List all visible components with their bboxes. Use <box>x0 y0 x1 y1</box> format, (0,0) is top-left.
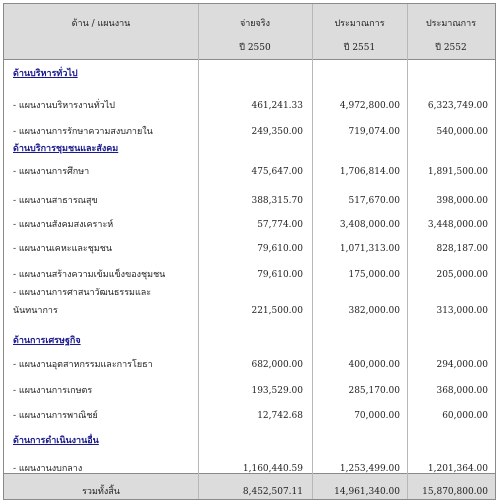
value-2550: 193,529.00 <box>251 386 303 396</box>
total-2551: 14,961,340.00 <box>334 487 400 497</box>
value-2550: 79,610.00 <box>257 270 303 280</box>
value-2550: 1,160,440.59 <box>242 464 303 474</box>
value-2550: 57,774.00 <box>257 220 303 230</box>
value-2552: 368,000.00 <box>436 386 488 396</box>
plan-label: - แผนงานการศาสนาวัฒนธรรมและ <box>13 288 152 298</box>
value-2552: 313,000.00 <box>436 306 488 316</box>
total-2550: 8,452,507.11 <box>242 487 303 497</box>
plan-label: - แผนงานอุตสาหกรรมและการโยธา <box>13 360 153 370</box>
value-2552: 205,000.00 <box>436 270 488 280</box>
value-2550: 249,350.00 <box>251 127 303 137</box>
total-2552: 15,870,800.00 <box>422 487 488 497</box>
header-2551-year: ปี 2551 <box>343 43 376 53</box>
header-2550-title: จ่ายจริง <box>239 19 271 29</box>
value-2551: 4,972,800.00 <box>339 101 400 111</box>
value-2552: 60,000.00 <box>442 411 488 421</box>
header-2551-title: ประมาณการ <box>334 19 385 29</box>
value-2551: 400,000.00 <box>348 360 400 370</box>
value-2552: 828,187.00 <box>436 244 488 254</box>
value-2550: 388,315.70 <box>251 196 303 206</box>
section-heading: ด้านการเศรษฐกิจ <box>13 336 81 346</box>
value-2551: 719,074.00 <box>348 127 400 137</box>
header-2550-year: ปี 2550 <box>239 43 271 53</box>
plan-label: - แผนงานบริหารงานทั่วไป <box>13 101 115 111</box>
value-2552: 1,201,364.00 <box>427 464 488 474</box>
value-2552: 540,000.00 <box>436 127 488 137</box>
value-2551: 175,000.00 <box>348 270 400 280</box>
value-2551: 1,071,313.00 <box>339 244 400 254</box>
value-2551: 382,000.00 <box>348 306 400 316</box>
section-heading: ด้านบริหารทั่วไป <box>13 69 78 79</box>
plan-label: - แผนงานสาธารณสุข <box>13 196 98 206</box>
value-2551: 70,000.00 <box>354 411 400 421</box>
value-2550: 682,000.00 <box>251 360 303 370</box>
value-2550: 221,500.00 <box>251 306 303 316</box>
plan-label: - แผนงานการเกษตร <box>13 386 93 396</box>
total-label: รวมทั้งสิ้น <box>82 487 120 497</box>
value-2552: 398,000.00 <box>436 196 488 206</box>
header-plan: ด้าน / แผนงาน <box>71 19 131 29</box>
value-2551: 1,706,814.00 <box>339 167 400 177</box>
value-2551: 1,253,499.00 <box>339 464 400 474</box>
value-2550: 12,742.68 <box>257 411 303 421</box>
plan-label: - แผนงานการรักษาความสงบภายใน <box>13 127 153 137</box>
header-2552-title: ประมาณการ <box>425 19 477 29</box>
value-2552: 1,891,500.00 <box>427 167 488 177</box>
plan-label: - แผนงานเคหะและชุมชน <box>13 244 113 254</box>
section-heading: ด้านการดำเนินงานอื่น <box>13 436 99 446</box>
plan-label: - แผนงานสังคมสงเคราะห์ <box>13 220 114 230</box>
budget-table <box>3 3 496 500</box>
value-2551: 517,670.00 <box>348 196 400 206</box>
value-2550: 461,241.33 <box>251 101 303 111</box>
plan-label: - แผนงานสร้างความเข้มแข็งของชุมชน <box>13 270 166 280</box>
value-2552: 6,323,749.00 <box>427 101 488 111</box>
plan-label: - แผนงานการศึกษา <box>13 167 90 177</box>
value-2552: 3,448,000.00 <box>427 220 488 230</box>
value-2550: 79,610.00 <box>257 244 303 254</box>
plan-label: - แผนงานการพาณิชย์ <box>13 411 98 421</box>
value-2551: 285,170.00 <box>348 386 400 396</box>
value-2550: 475,647.00 <box>251 167 303 177</box>
value-2551: 3,408,000.00 <box>339 220 400 230</box>
plan-label-cont: นันทนาการ <box>13 306 58 316</box>
section-heading: ด้านบริการชุมชนและสังคม <box>13 144 119 154</box>
header-2552-year: ปี 2552 <box>435 43 467 53</box>
value-2552: 294,000.00 <box>436 360 488 370</box>
plan-label: - แผนงานงบกลาง <box>13 464 83 474</box>
